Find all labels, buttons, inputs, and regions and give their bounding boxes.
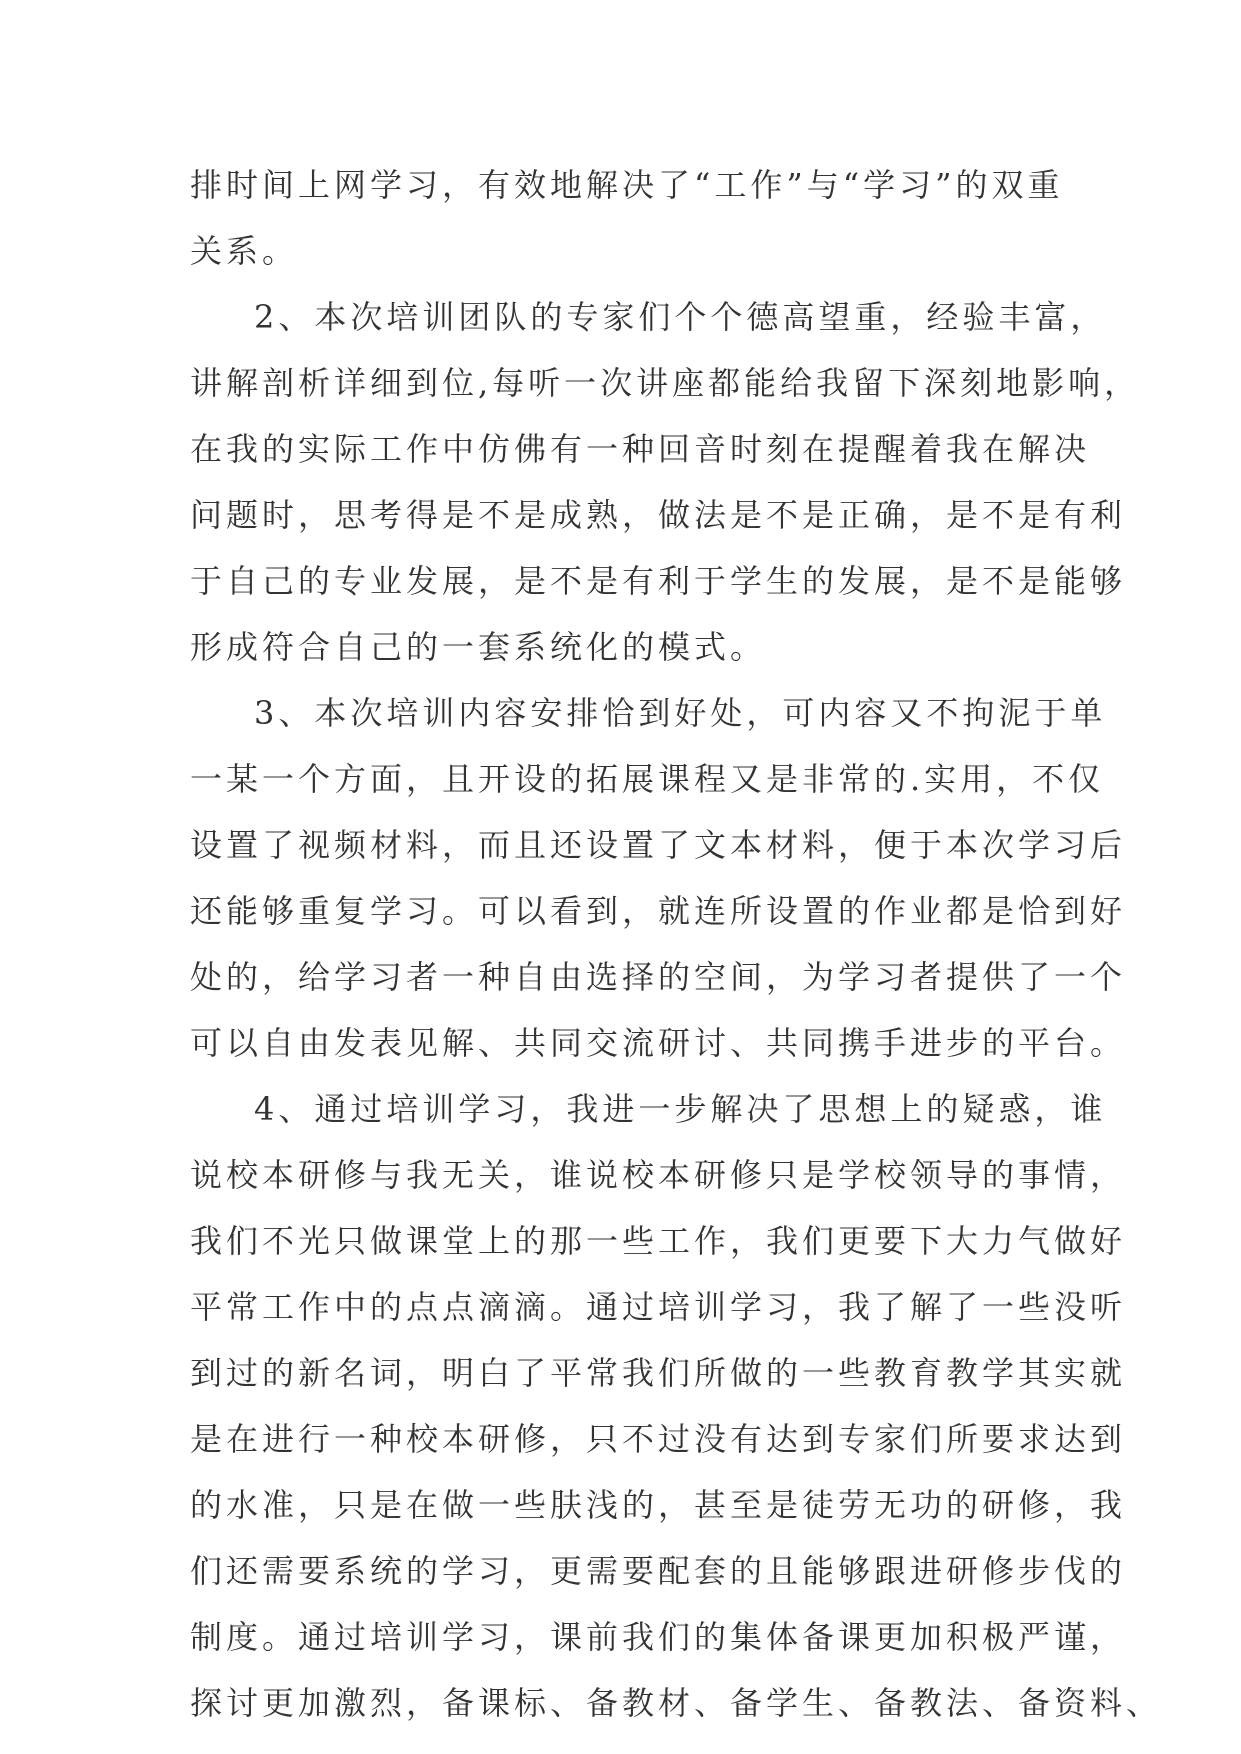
- text-line-4: 讲解剖析详细到位,每听一次讲座都能给我留下深刻地影响，: [190, 364, 1141, 402]
- document-body: [190, 152, 1163, 1736]
- text-line-18: 平常工作中的点点滴滴。通过培训学习，我了解了一些没听: [190, 1288, 1127, 1326]
- text-line-11: 设置了视频材料，而且还设置了文本材料，便于本次学习后: [190, 826, 1127, 864]
- text-line-24: 探讨更加激烈，备课标、备教材、备学生、备教法、备资料、: [190, 1684, 1163, 1722]
- text-line-8: 形成符合自己的一套系统化的模式。: [190, 628, 767, 666]
- paragraph-3-start: 3、本次培训内容安排恰到好处，可内容又不拘泥于单: [254, 694, 1107, 732]
- text-line-22: 们还需要系统的学习，更需要配套的且能够跟进研修步伐的: [190, 1552, 1127, 1590]
- text-line-10: 一某一个方面，且开设的拓展课程又是非常的.实用，不仅: [190, 760, 1105, 798]
- text-line-13: 处的，给学习者一种自由选择的空间，为学习者提供了一个: [190, 958, 1127, 996]
- text-line-7: 于自己的专业发展，是不是有利于学生的发展，是不是能够: [190, 562, 1127, 600]
- text-line-17: 我们不光只做课堂上的那一些工作，我们更要下大力气做好: [190, 1222, 1127, 1260]
- text-line-12: 还能够重复学习。可以看到，就连所设置的作业都是恰到好: [190, 892, 1127, 930]
- text-line-23: 制度。通过培训学习，课前我们的集体备课更加积极严谨，: [190, 1618, 1127, 1656]
- text-line-21: 的水准，只是在做一些肤浅的，甚至是徒劳无功的研修，我: [190, 1486, 1127, 1524]
- paragraph-2-start: 2、本次培训团队的专家们个个德高望重，经验丰富，: [254, 298, 1107, 336]
- paragraph-4-start: 4、通过培训学习，我进一步解决了思想上的疑惑，谁: [254, 1090, 1107, 1128]
- text-line-19: 到过的新名词，明白了平常我们所做的一些教育教学其实就: [190, 1354, 1127, 1392]
- text-line-2: 关系。: [190, 232, 299, 270]
- text-line-1: 排时间上网学习，有效地解决了“工作”与“学习”的双重: [190, 166, 1064, 204]
- text-line-14: 可以自由发表见解、共同交流研讨、共同携手进步的平台。: [190, 1024, 1127, 1062]
- text-line-20: 是在进行一种校本研修，只不过没有达到专家们所要求达到: [190, 1420, 1127, 1458]
- text-line-6: 问题时，思考得是不是成熟，做法是不是正确，是不是有利: [190, 496, 1127, 534]
- text-line-5: 在我的实际工作中仿佛有一种回音时刻在提醒着我在解决: [190, 430, 1091, 468]
- text-line-16: 说校本研修与我无关，谁说校本研修只是学校领导的事情，: [190, 1156, 1127, 1194]
